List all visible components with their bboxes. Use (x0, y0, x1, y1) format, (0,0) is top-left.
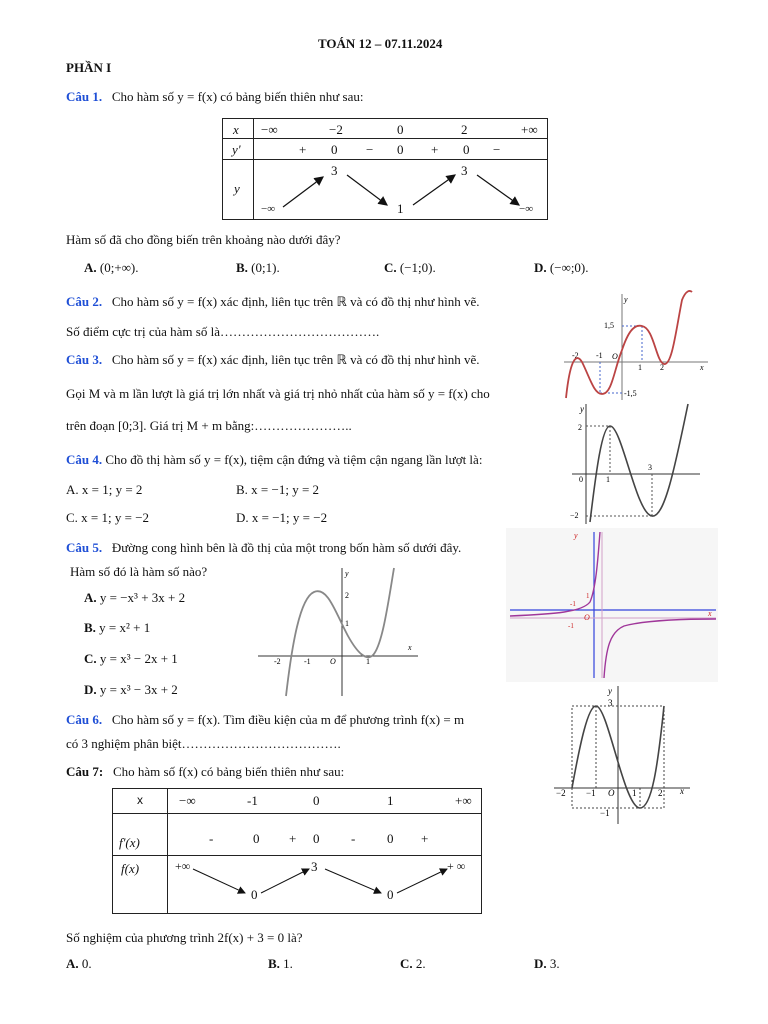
q5-graph (256, 564, 422, 698)
f-value: 0 (251, 887, 258, 902)
page-title: TOÁN 12 – 07.11.2024 (318, 36, 443, 51)
option-key: B. (236, 260, 248, 275)
y-label: y (234, 181, 240, 196)
sign: 0 (397, 142, 404, 157)
sign: - (351, 831, 356, 846)
sign: 0 (331, 142, 338, 157)
option-a[interactable] (84, 260, 139, 276)
y-value: 3 (331, 163, 338, 178)
option-d[interactable] (534, 260, 589, 276)
option-text: x = 1; y = 2 (81, 482, 143, 497)
q3-graph (560, 402, 704, 526)
axis-label: x (700, 363, 704, 372)
q5-curve (286, 568, 394, 696)
option-text: x = −1; y = 2 (251, 482, 320, 497)
question-number: Câu 3. (66, 352, 103, 367)
axis-label: y (624, 295, 628, 304)
option-d[interactable] (534, 956, 560, 972)
tick-label: -1 (596, 351, 603, 360)
question-1 (66, 89, 363, 105)
axis-label: y (580, 404, 584, 414)
tick-label: -2 (572, 351, 579, 360)
part-heading: PHẦN I (66, 60, 112, 75)
option-key: A. (84, 590, 97, 605)
axis-label: y (345, 569, 349, 578)
option-key: C. (384, 260, 397, 275)
tick-label: −1 (600, 808, 610, 818)
tick-label: −2 (570, 511, 579, 520)
x-value: −∞ (179, 793, 196, 808)
option-key: B. (84, 620, 96, 635)
question-text: Cho hàm số y = f(x) xác định, liên tục trên ℝ và có đồ thị như hình vẽ. (111, 352, 480, 367)
x-value: 1 (387, 793, 394, 808)
variation-table-1 (222, 118, 548, 220)
sign: 0 (253, 831, 260, 846)
question-number: Câu 6. (66, 712, 103, 727)
f-value: +∞ (175, 859, 191, 873)
question-text: Đường cong hình bên là đồ thị của một trong bốn hàm số dưới đây. (111, 540, 462, 555)
option-key: A. (66, 956, 79, 971)
x-label: x (137, 793, 143, 807)
axis-label: x (708, 609, 712, 618)
option-d[interactable] (236, 510, 327, 526)
x-value: −∞ (261, 122, 278, 137)
option-key: A. (66, 482, 79, 497)
tick-label: −1 (586, 788, 596, 798)
option-key: D. (84, 682, 97, 697)
variation-table-7 (112, 788, 482, 914)
sign: 0 (463, 142, 470, 157)
sign: + (431, 142, 439, 157)
option-text: (0;+∞). (99, 260, 139, 275)
question-5 (66, 540, 461, 556)
question-2-line2: Số điểm cực trị của hàm số là………………………………. (66, 324, 380, 339)
option-text: x = 1; y = −2 (81, 510, 150, 525)
question-3-line3: trên đoạn [0;3]. Giá trị M + m bằng:………………….. (66, 418, 352, 433)
x-value: 0 (313, 793, 320, 808)
option-c[interactable] (66, 510, 149, 526)
q3-curve (590, 404, 688, 522)
axis-label: x (408, 643, 412, 652)
q2-curve (566, 291, 692, 398)
tick-label: 1 (638, 363, 642, 372)
question-text: Cho hàm số y = f(x) xác định, liên tục trên ℝ và có đồ thị như hình vẽ. (111, 294, 480, 309)
option-key: B. (268, 956, 280, 971)
f-value: 3 (311, 859, 318, 874)
x-value: -1 (247, 793, 258, 808)
tick-label: 1 (632, 788, 637, 798)
y-value: −∞ (519, 203, 534, 215)
question-7 (66, 764, 344, 780)
sign: 0 (313, 831, 320, 846)
origin-label: O (612, 352, 618, 361)
option-a[interactable] (84, 590, 185, 606)
tick-label: 0 (579, 475, 583, 484)
tick-label: 2 (660, 363, 664, 372)
variation-arrows (223, 159, 549, 219)
tick-label: -2 (274, 657, 281, 666)
question-5-line2: Hàm số đó là hàm số nào? (70, 564, 208, 579)
tick-label: -1,5 (624, 389, 637, 398)
option-key: D. (236, 510, 249, 525)
question-text: Cho hàm số f(x) có bảng biến thiên như sau: (112, 764, 345, 779)
question-1-prompt: Hàm số đã cho đồng biến trên khoảng nào dưới đây? (66, 232, 341, 247)
tick-label: 1 (586, 592, 590, 600)
option-d[interactable] (84, 682, 178, 698)
option-text: 2. (415, 956, 426, 971)
x-value: +∞ (455, 793, 472, 808)
option-text: y = x² + 1 (99, 620, 151, 635)
sign: − (366, 142, 374, 157)
tick-label: 2 (658, 788, 663, 798)
option-c[interactable] (400, 956, 426, 972)
x-value: 0 (397, 122, 404, 137)
option-key: C. (400, 956, 413, 971)
tick-label: 1 (345, 619, 349, 628)
tick-label: 3 (608, 698, 613, 708)
origin-label: O (608, 788, 615, 798)
tick-label: -1 (568, 622, 574, 630)
option-b[interactable] (236, 260, 280, 276)
f-label: f(x) (121, 861, 140, 876)
y-value: 1 (397, 201, 404, 216)
option-text: y = x³ − 2x + 1 (99, 651, 178, 666)
tick-label: -1 (570, 600, 576, 608)
option-text: (−∞;0). (549, 260, 589, 275)
q6-graph (550, 684, 694, 826)
question-number: Câu 2. (66, 294, 103, 309)
question-2 (66, 294, 480, 310)
y-value: −∞ (261, 203, 276, 215)
question-number: Câu 5. (66, 540, 103, 555)
option-key: B. (236, 482, 248, 497)
x-label: x (233, 122, 239, 137)
axis-label: y (574, 531, 578, 540)
q4-graph (506, 528, 718, 682)
option-a[interactable] (66, 956, 92, 972)
sign: 0 (387, 831, 394, 846)
variation-arrows (113, 855, 483, 913)
question-number: Câu 7: (66, 764, 104, 779)
option-key: C. (84, 651, 97, 666)
sign: + (299, 142, 307, 157)
question-3-line2: Gọi M và m lần lượt là giá trị lớn nhất và giá trị nhỏ nhất của hàm số y = f(x) cho (66, 386, 490, 401)
question-text: Cho hàm số y = f(x). Tìm điều kiện của m để phương trình f(x) = m (111, 712, 465, 727)
question-number: Câu 4. (66, 452, 103, 467)
x-value: 2 (461, 122, 468, 137)
f-value: + ∞ (447, 859, 466, 873)
sign: - (209, 831, 214, 846)
option-key: D. (534, 956, 547, 971)
option-c[interactable] (84, 651, 178, 667)
option-text: x = −1; y = −2 (251, 510, 328, 525)
sign: + (421, 831, 429, 846)
tick-label: −2 (556, 788, 566, 798)
y-value: 3 (461, 163, 468, 178)
question-4 (66, 452, 482, 468)
question-text: Cho đồ thị hàm số y = f(x), tiệm cận đứng và tiệm cận ngang lần lượt là: (105, 452, 483, 467)
tick-label: 2 (578, 423, 582, 432)
axis-label: y (608, 686, 612, 696)
option-text: (−1;0). (399, 260, 436, 275)
x-value: +∞ (521, 122, 538, 137)
origin-label: O (584, 613, 590, 622)
question-7-prompt: Số nghiệm của phương trình 2f(x) + 3 = 0 là? (66, 930, 303, 945)
tick-label: -1 (304, 657, 311, 666)
option-a[interactable] (66, 482, 142, 498)
question-6 (66, 712, 464, 728)
f-value: 0 (387, 887, 394, 902)
origin-label: O (330, 657, 336, 666)
option-key: C. (66, 510, 78, 525)
sign: + (289, 831, 297, 846)
option-key: D. (534, 260, 547, 275)
option-text: (0;1). (251, 260, 280, 275)
option-text: 0. (81, 956, 92, 971)
option-c[interactable] (384, 260, 436, 276)
option-text: y = −x³ + 3x + 2 (99, 590, 186, 605)
option-b[interactable] (236, 482, 319, 498)
axis-label: x (680, 786, 684, 796)
tick-label: 2 (345, 591, 349, 600)
question-3 (66, 352, 480, 368)
option-text: y = x³ − 3x + 2 (99, 682, 178, 697)
tick-label: 3 (648, 463, 652, 472)
x-value: −2 (329, 122, 343, 137)
question-text: Cho hàm số y = f(x) có bảng biến thiên như sau: (111, 89, 364, 104)
tick-label: 1 (366, 657, 370, 666)
yprime-label: y' (232, 142, 241, 157)
option-key: A. (84, 260, 97, 275)
option-text: 3. (549, 956, 560, 971)
q2-graph (562, 290, 712, 402)
option-b[interactable] (84, 620, 150, 636)
tick-label: 1 (606, 475, 610, 484)
option-b[interactable] (268, 956, 293, 972)
question-number: Câu 1. (66, 89, 103, 104)
sign: − (493, 142, 501, 157)
fprime-label: f'(x) (119, 835, 140, 850)
tick-label: 1,5 (604, 321, 614, 330)
question-6-line2: có 3 nghiệm phân biệt………………………………. (66, 736, 341, 751)
option-text: 1. (283, 956, 293, 971)
